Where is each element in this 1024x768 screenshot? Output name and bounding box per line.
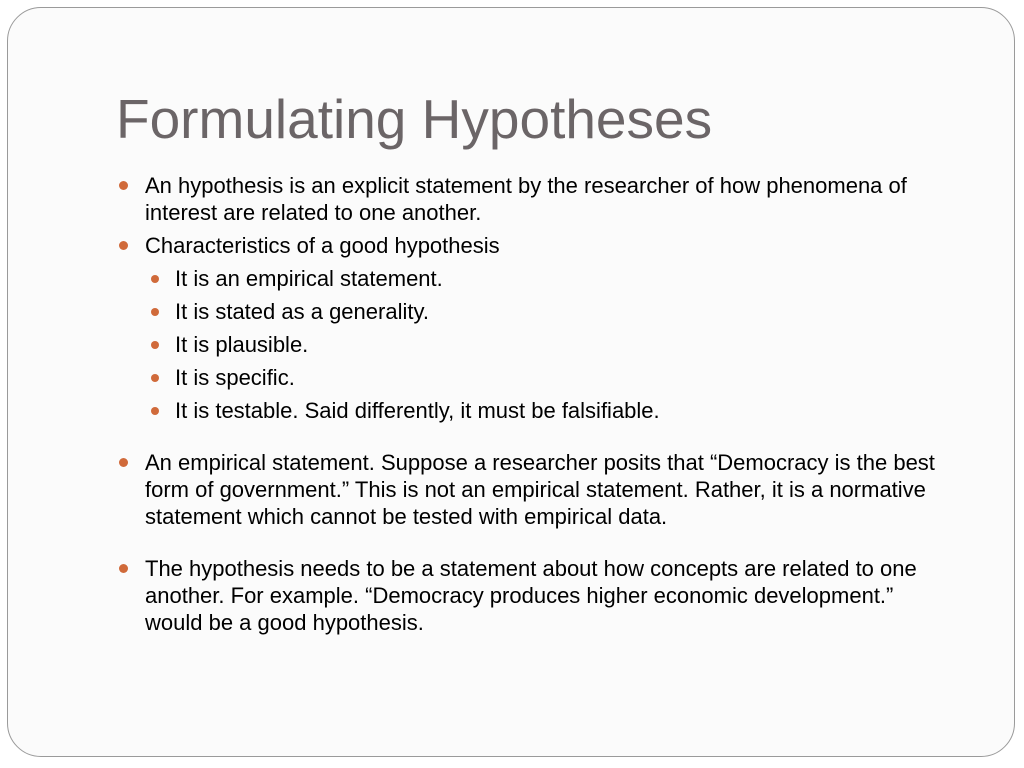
sub-bullet-dot-icon [151, 275, 159, 283]
sub-bullet-text: It is plausible. [175, 332, 309, 357]
bullet-item [116, 232, 946, 424]
sub-bullet-text: It is stated as a generality. [175, 299, 429, 324]
bullet-list [116, 172, 946, 642]
bullet-dot-icon [119, 458, 128, 467]
bullet-text: Characteristics of a good hypothesis [145, 233, 500, 258]
sub-bullet-text: It is testable. Said differently, it must be falsifiable. [175, 398, 660, 423]
bullet-item [116, 555, 946, 636]
bullet-dot-icon [119, 181, 128, 190]
sub-bullet-item [145, 364, 946, 391]
sub-bullet-dot-icon [151, 407, 159, 415]
bullet-text: The hypothesis needs to be a statement about how concepts are related to one another. For example. “Democracy produces higher economic development.” would be a good hypothesis. [145, 556, 917, 635]
sub-bullet-item [145, 298, 946, 325]
sub-bullet-item [145, 331, 946, 358]
sub-bullet-dot-icon [151, 341, 159, 349]
bullet-item [116, 449, 946, 530]
sub-bullet-dot-icon [151, 374, 159, 382]
sub-bullet-text: It is specific. [175, 365, 295, 390]
slide-title: Formulating Hypotheses [116, 88, 713, 150]
sub-bullet-item [145, 397, 946, 424]
bullet-item [116, 172, 946, 226]
bullet-text: An hypothesis is an explicit statement by the researcher of how phenomena of interest are related to one another. [145, 173, 907, 225]
bullet-dot-icon [119, 564, 128, 573]
bullet-dot-icon [119, 241, 128, 250]
sub-bullet-list [145, 265, 946, 424]
sub-bullet-text: It is an empirical statement. [175, 266, 443, 291]
slide-frame [7, 7, 1015, 757]
sub-bullet-dot-icon [151, 308, 159, 316]
bullet-text: An empirical statement. Suppose a researcher posits that “Democracy is the best form of government.” This is not an empirical statement. Rather, it is a normative statement which cannot be tested with empirical data. [145, 450, 935, 529]
sub-bullet-item [145, 265, 946, 292]
